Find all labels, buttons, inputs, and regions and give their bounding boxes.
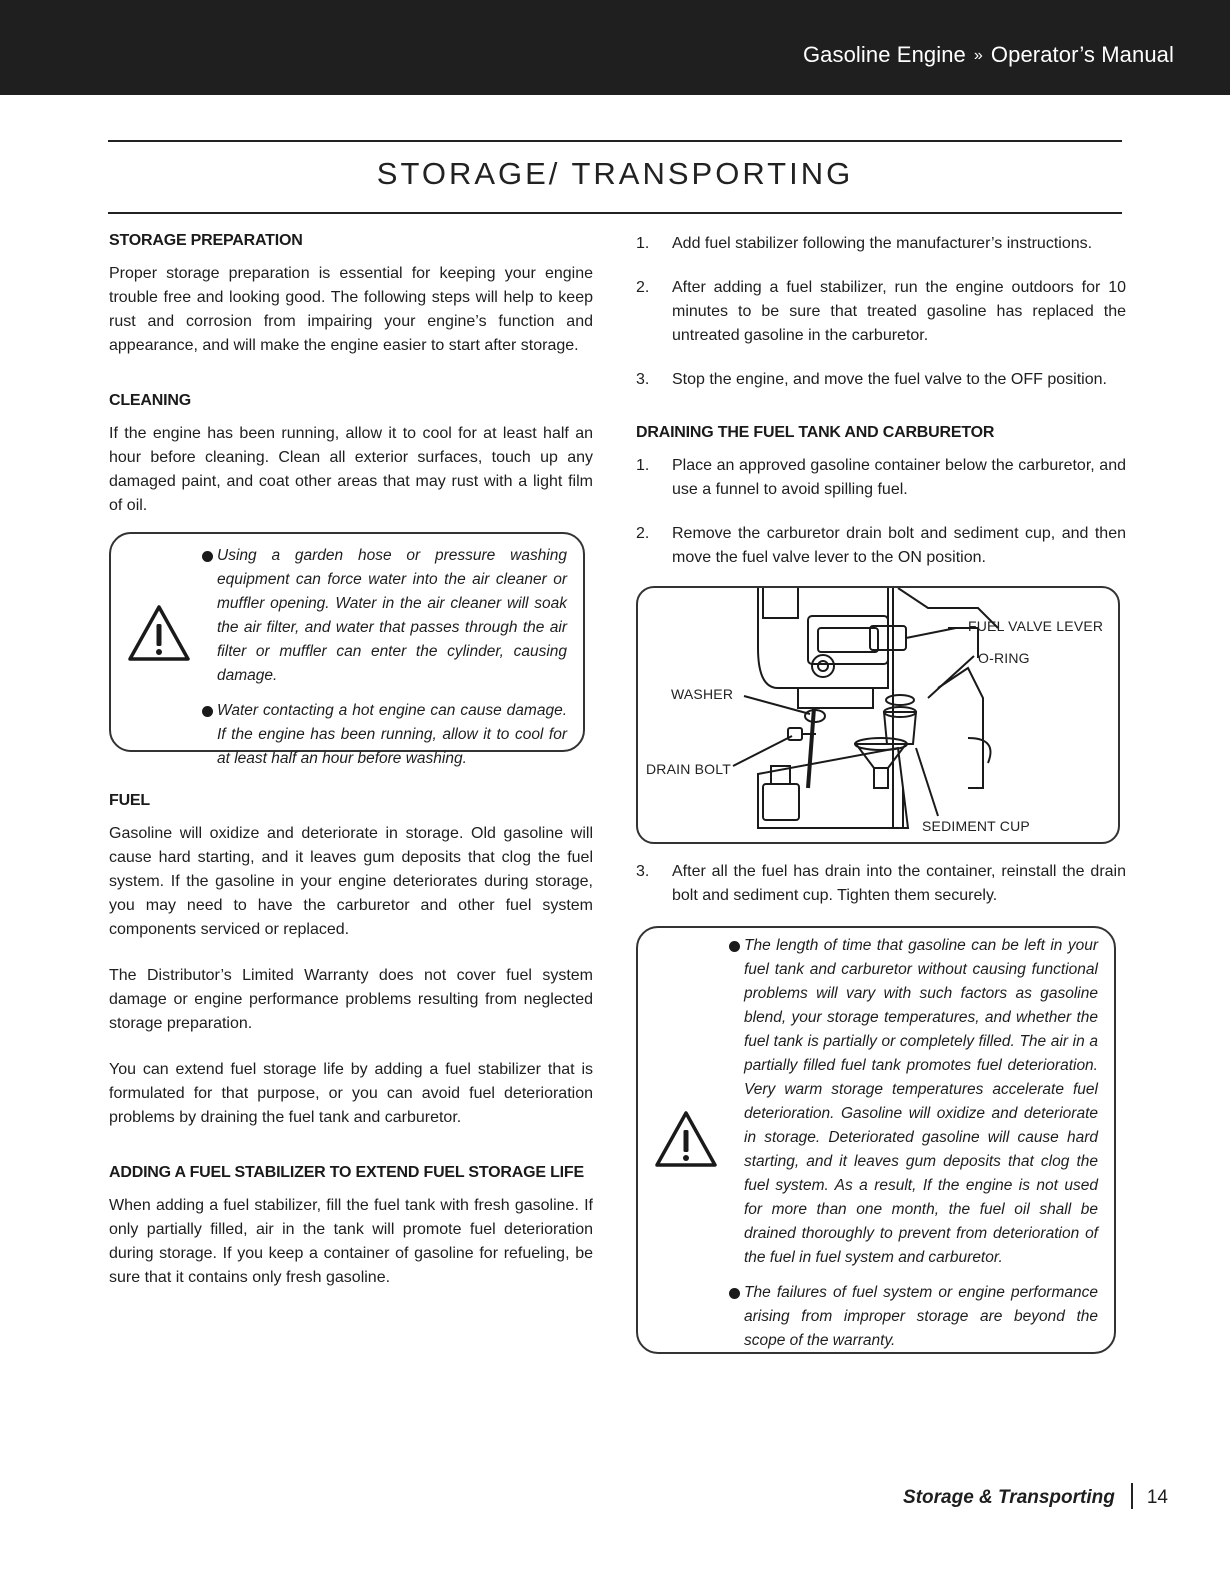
step-item: [636, 454, 1126, 502]
header-product: Gasoline Engine: [802, 42, 966, 67]
cleaning-warning-item: Using a garden hose or pressure washing equipment can force water into the air cleaner or muffler opening. Water in the air cleaner will soak the air filter, and water that passes through the air filter or muffler can enter the cylinder, causing damage.: [217, 544, 567, 688]
title-rule-bottom: [108, 212, 1122, 214]
label-drain-bolt: DRAIN BOLT: [646, 761, 731, 777]
step-text: After all the fuel has drain into the container, reinstall the drain bolt and sediment cup. Tighten them securely.: [672, 863, 1126, 904]
step-text: After adding a fuel stabilizer, run the engine outdoors for 10 minutes to be sure that treated gasoline has replaced the untreated gasoline in the carburetor.: [672, 279, 1126, 344]
label-washer: WASHER: [671, 686, 734, 702]
stabilizer-steps: [636, 232, 1126, 392]
header-bar: [0, 0, 1230, 95]
step-text: Stop the engine, and move the fuel valve to the OFF position.: [672, 371, 1107, 388]
footer-divider: [1131, 1483, 1133, 1509]
page-title: STORAGE/ TRANSPORTING: [376, 156, 854, 191]
step-item: [636, 860, 1126, 908]
step-number: 3.: [636, 863, 650, 880]
draining-heading: DRAINING THE FUEL TANK AND CARBURETOR: [636, 424, 995, 441]
step-text: Add fuel stabilizer following the manufacturer’s instructions.: [672, 235, 1093, 252]
step-text: Remove the carburetor drain bolt and sediment cup, and then move the fuel valve lever to the ON position.: [672, 525, 1126, 566]
cleaning-heading: CLEANING: [109, 392, 191, 409]
warning-icon: [127, 604, 191, 662]
stabilizer-heading: ADDING A FUEL STABILIZER TO EXTEND FUEL STORAGE LIFE: [109, 1164, 584, 1181]
left-column: [109, 232, 593, 1290]
fuel-paragraph: You can extend fuel storage life by adding a fuel stabilizer that is formulated for that purpose, or you can avoid fuel deterioration problems by draining the fuel tank and carburetor.: [109, 1061, 593, 1126]
draining-steps-continued: [636, 860, 1126, 908]
cleaning-warning-box: [109, 532, 585, 767]
header-title: [803, 42, 1174, 68]
page-number: 14: [1146, 1487, 1168, 1509]
header-separator: »: [973, 47, 983, 64]
step-number: 1.: [636, 235, 650, 252]
step-number: 1.: [636, 457, 650, 474]
header-manual: Operator’s Manual: [990, 42, 1174, 67]
stabilizer-text: When adding a fuel stabilizer, fill the fuel tank with fresh gasoline. If only partially filled, air in the tank will promote fuel deterioration during storage. If you keep a container of gasoline for refueling, be sure that it contains only fresh gasoline.: [109, 1197, 593, 1286]
cleaning-warning-item: Water contacting a hot engine can cause damage. If the engine has been running, allow it to cool for at least half an hour before washing.: [217, 699, 567, 771]
storage-warning-item: The length of time that gasoline can be left in your fuel tank and carburetor without causing functional problems will vary with such factors as gasoline blend, your storage temperatures, and whether the fuel tank is partially or completely filled. The air in a partially filled fuel tank promotes fuel deterioration. Very warm storage temperatures accelerate fuel deterioration. Gasoline will oxidize and deteriorate in storage. Deteriorated gasoline will cause hard starting, and it leaves gum deposits that clog the fuel system. As a result, If the engine is not used for more than one month, the fuel oil shall be drained thoroughly to prevent from deterioration of the fuel in fuel system and carburetor.: [744, 934, 1098, 1270]
cleaning-text: If the engine has been running, allow it to cool for at least half an hour before cleaning. Clean all exterior surfaces, touch up any damaged paint, and coat other areas that may rust with a light film of oil.: [109, 425, 593, 514]
fuel-paragraph: Gasoline will oxidize and deteriorate in storage. Old gasoline will cause hard starting, and it leaves gum deposits that clog the fuel system. If the gasoline in your engine deteriorates during storage, you may need to have the carburetor and other fuel system components serviced or replaced.: [109, 825, 593, 938]
storage-warning-item: The failures of fuel system or engine performance arising from improper storage are beyond the scope of the warranty.: [744, 1281, 1098, 1353]
step-item: [636, 368, 1126, 392]
step-number: 2.: [636, 279, 650, 296]
step-number: 2.: [636, 525, 650, 542]
storage-warning-box: [636, 926, 1116, 1354]
page-footer: [903, 1485, 1168, 1511]
title-rule-top: [108, 140, 1122, 142]
storage-prep-text: Proper storage preparation is essential for keeping your engine trouble free and looking good. The following steps will help to keep rust and corrosion from impairing your engine’s function and appearance, and will make the engine easier to start after storage.: [109, 265, 593, 354]
draining-steps: [636, 454, 1126, 570]
step-text: Place an approved gasoline container below the carburetor, and use a funnel to avoid spilling fuel.: [672, 457, 1126, 498]
label-fuel-valve-lever: FUEL VALVE LEVER: [968, 618, 1104, 634]
warning-icon: [654, 1110, 718, 1168]
fuel-heading: FUEL: [109, 792, 150, 809]
carburetor-figure: [636, 586, 1120, 844]
footer-section: Storage & Transporting: [903, 1487, 1115, 1509]
storage-prep-heading: STORAGE PREPARATION: [109, 232, 303, 249]
step-number: 3.: [636, 371, 650, 388]
right-column: [636, 232, 1126, 1354]
label-o-ring: O-RING: [978, 650, 1030, 666]
step-item: [636, 522, 1126, 570]
step-item: [636, 232, 1126, 256]
step-item: [636, 276, 1126, 348]
label-sediment-cup: SEDIMENT CUP: [922, 818, 1030, 834]
fuel-paragraph: The Distributor’s Limited Warranty does not cover fuel system damage or engine performance problems resulting from neglected storage preparation.: [109, 967, 593, 1032]
